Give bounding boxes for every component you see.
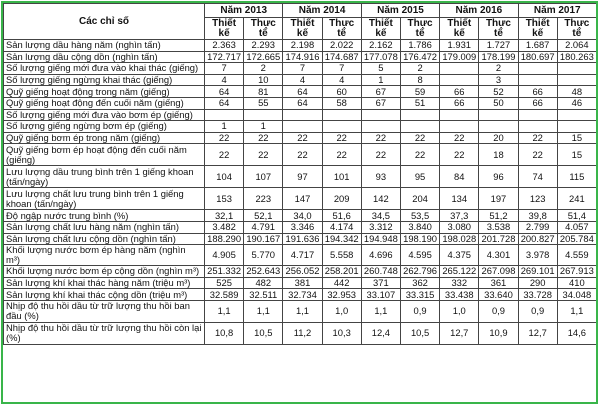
design-value-cell: 22	[361, 144, 400, 166]
design-value-cell: 32,1	[205, 210, 244, 222]
design-value-cell: 1,1	[205, 300, 244, 322]
row-label: Sản lượng dầu hàng năm (nghìn tấn)	[4, 40, 205, 52]
actual-value-cell: 190.167	[244, 233, 283, 245]
table-row	[4, 121, 597, 133]
design-value-cell: 64	[283, 97, 322, 109]
design-value-cell	[440, 74, 479, 86]
row-label: Nhịp độ thu hồi dầu từ trữ lượng thu hồi còn lại (%)	[4, 322, 205, 344]
actual-value-cell: 50	[479, 97, 518, 109]
actual-value-cell: 4.559	[557, 245, 596, 266]
design-value-cell: 39,8	[518, 210, 557, 222]
design-value-cell	[361, 109, 400, 121]
design-value-cell: 12,4	[361, 322, 400, 344]
design-header: Thiết kế	[518, 18, 557, 40]
actual-value-cell: 81	[244, 86, 283, 98]
actual-value-cell: 5.558	[322, 245, 361, 266]
design-value-cell: 37,3	[440, 210, 479, 222]
actual-value-cell: 241	[557, 188, 596, 210]
design-value-cell: 33.107	[361, 289, 400, 301]
design-value-cell: 260.748	[361, 266, 400, 278]
design-value-cell: 200.827	[518, 233, 557, 245]
actual-value-cell: 34.048	[557, 289, 596, 301]
design-value-cell: 32.734	[283, 289, 322, 301]
actual-value-cell: 10,9	[479, 322, 518, 344]
design-value-cell: 269.101	[518, 266, 557, 278]
table-row	[4, 300, 597, 322]
actual-value-cell: 33.315	[400, 289, 439, 301]
table-row	[4, 221, 597, 233]
actual-value-cell: 22	[400, 132, 439, 144]
actual-value-cell: 262.796	[400, 266, 439, 278]
actual-value-cell: 2	[400, 63, 439, 75]
design-value-cell: 371	[361, 277, 400, 289]
actual-value-cell: 101	[322, 166, 361, 188]
row-label: Khối lượng nước bơm ép cộng dồn (nghìn m³)	[4, 266, 205, 278]
actual-value-cell: 410	[557, 277, 596, 289]
design-value-cell: 191.636	[283, 233, 322, 245]
row-label: Sản lượng chất lưu cộng dồn (nghìn tấn)	[4, 233, 205, 245]
actual-value-cell: 267.913	[557, 266, 596, 278]
row-label: Sản lượng dầu cộng dồn (nghìn tấn)	[4, 51, 205, 63]
row-label: Lưu lượng dầu trung bình trên 1 giếng khoan (tấn/ngày)	[4, 166, 205, 188]
actual-value-cell: 22	[400, 144, 439, 166]
actual-value-cell: 1	[244, 121, 283, 133]
actual-value-cell: 107	[244, 166, 283, 188]
design-value-cell: 3.482	[205, 221, 244, 233]
row-label: Số lượng giếng mới đưa vào khai thác (giếng)	[4, 63, 205, 75]
actual-header: Thực tế	[557, 18, 596, 40]
actual-value-cell: 10,5	[244, 322, 283, 344]
row-label: Số lượng giếng mới đưa vào bơm ép (giếng)	[4, 109, 205, 121]
design-value-cell: 147	[283, 188, 322, 210]
actual-value-cell	[557, 74, 596, 86]
design-value-cell: 174.916	[283, 51, 322, 63]
actual-value-cell: 198.190	[400, 233, 439, 245]
row-label: Quỹ giếng bơm ép hoạt động đến cuối năm (giếng)	[4, 144, 205, 166]
actual-value-cell: 258.201	[322, 266, 361, 278]
actual-value-cell: 20	[479, 132, 518, 144]
actual-value-cell	[557, 109, 596, 121]
actual-value-cell: 14,6	[557, 322, 596, 344]
year-header: Năm 2016	[440, 4, 518, 18]
design-value-cell: 179.009	[440, 51, 479, 63]
design-value-cell	[205, 109, 244, 121]
row-label: Sản lượng khí khai thác hàng năm (triệu m³)	[4, 277, 205, 289]
design-value-cell	[283, 109, 322, 121]
design-value-cell: 1,1	[283, 300, 322, 322]
actual-value-cell: 2.293	[244, 40, 283, 52]
table-row	[4, 233, 597, 245]
design-value-cell: 93	[361, 166, 400, 188]
actual-value-cell	[322, 121, 361, 133]
design-value-cell: 22	[440, 132, 479, 144]
actual-value-cell: 32.511	[244, 289, 283, 301]
design-value-cell: 1	[361, 74, 400, 86]
actual-value-cell: 10,3	[322, 322, 361, 344]
design-value-cell: 381	[283, 277, 322, 289]
table-row	[4, 245, 597, 266]
design-value-cell: 67	[361, 86, 400, 98]
actual-value-cell	[244, 109, 283, 121]
actual-value-cell: 3	[479, 74, 518, 86]
design-value-cell: 22	[205, 132, 244, 144]
row-label: Số lượng giếng ngừng khai thác (giếng)	[4, 74, 205, 86]
design-value-cell: 74	[518, 166, 557, 188]
design-value-cell: 142	[361, 188, 400, 210]
actual-value-cell: 10,5	[400, 322, 439, 344]
table-row	[4, 132, 597, 144]
actual-value-cell: 7	[322, 63, 361, 75]
design-value-cell: 7	[283, 63, 322, 75]
design-value-cell: 265.122	[440, 266, 479, 278]
design-header: Thiết kế	[440, 18, 479, 40]
actual-value-cell: 22	[244, 144, 283, 166]
actual-value-cell: 4.301	[479, 245, 518, 266]
design-value-cell: 2.198	[283, 40, 322, 52]
design-value-cell: 1,1	[361, 300, 400, 322]
design-header: Thiết kế	[283, 18, 322, 40]
design-value-cell	[518, 74, 557, 86]
row-label: Quỹ giếng bơm ép trong năm (giếng)	[4, 132, 205, 144]
actual-header: Thực tế	[322, 18, 361, 40]
year-header: Năm 2013	[205, 4, 283, 18]
design-value-cell: 4.905	[205, 245, 244, 266]
design-value-cell: 66	[440, 86, 479, 98]
actual-value-cell: 33.640	[479, 289, 518, 301]
design-value-cell: 22	[518, 132, 557, 144]
actual-value-cell: 52	[479, 86, 518, 98]
actual-value-cell: 197	[479, 188, 518, 210]
table-row	[4, 74, 597, 86]
row-label: Quỹ giếng hoạt động đến cuối năm (giếng)	[4, 97, 205, 109]
design-value-cell: 153	[205, 188, 244, 210]
table-row	[4, 63, 597, 75]
design-value-cell: 4.375	[440, 245, 479, 266]
actual-value-cell	[557, 121, 596, 133]
design-value-cell	[518, 63, 557, 75]
actual-value-cell: 18	[479, 144, 518, 166]
design-value-cell: 66	[440, 97, 479, 109]
actual-value-cell: 194.342	[322, 233, 361, 245]
actual-value-cell: 4.057	[557, 221, 596, 233]
oil-field-indicators-table	[3, 3, 597, 345]
actual-value-cell: 362	[400, 277, 439, 289]
design-value-cell: 22	[518, 144, 557, 166]
design-value-cell: 12,7	[518, 322, 557, 344]
design-value-cell	[440, 63, 479, 75]
design-value-cell: 11,2	[283, 322, 322, 344]
design-value-cell: 4	[283, 74, 322, 86]
design-value-cell: 33.438	[440, 289, 479, 301]
row-label: Khối lượng nước bơm ép hàng năm (nghìn m³)	[4, 245, 205, 266]
design-value-cell: 33.728	[518, 289, 557, 301]
design-value-cell	[518, 121, 557, 133]
actual-value-cell	[557, 63, 596, 75]
actual-value-cell: 361	[479, 277, 518, 289]
actual-value-cell: 3.840	[400, 221, 439, 233]
actual-value-cell: 52,1	[244, 210, 283, 222]
table-row	[4, 277, 597, 289]
design-value-cell	[283, 121, 322, 133]
actual-value-cell: 178.199	[479, 51, 518, 63]
design-value-cell: 198.028	[440, 233, 479, 245]
actual-value-cell: 5.770	[244, 245, 283, 266]
design-value-cell: 123	[518, 188, 557, 210]
design-value-cell: 2.162	[361, 40, 400, 52]
actual-value-cell: 4.791	[244, 221, 283, 233]
design-value-cell: 32.589	[205, 289, 244, 301]
actual-value-cell: 4.595	[400, 245, 439, 266]
table-row	[4, 322, 597, 344]
design-value-cell: 3.346	[283, 221, 322, 233]
design-value-cell: 4.696	[361, 245, 400, 266]
design-value-cell: 22	[440, 144, 479, 166]
design-value-cell	[440, 121, 479, 133]
design-value-cell: 188.290	[205, 233, 244, 245]
actual-value-cell: 15	[557, 144, 596, 166]
design-value-cell	[440, 109, 479, 121]
table-row	[4, 144, 597, 166]
actual-value-cell: 204	[400, 188, 439, 210]
actual-value-cell	[479, 109, 518, 121]
row-label: Quỹ giếng hoạt động trong năm (giếng)	[4, 86, 205, 98]
row-label: Số lượng giếng ngừng bơm ép (giếng)	[4, 121, 205, 133]
table-row	[4, 188, 597, 210]
actual-value-cell	[400, 121, 439, 133]
table-row	[4, 289, 597, 301]
actual-value-cell: 22	[244, 132, 283, 144]
table-row	[4, 86, 597, 98]
design-value-cell: 97	[283, 166, 322, 188]
design-value-cell: 10,8	[205, 322, 244, 344]
design-value-cell: 1.931	[440, 40, 479, 52]
table-row	[4, 210, 597, 222]
actual-value-cell: 223	[244, 188, 283, 210]
design-value-cell: 290	[518, 277, 557, 289]
actual-value-cell: 51	[400, 97, 439, 109]
year-header: Năm 2015	[361, 4, 439, 18]
actual-value-cell: 60	[322, 86, 361, 98]
design-value-cell: 251.332	[205, 266, 244, 278]
table-row	[4, 51, 597, 63]
actual-value-cell: 8	[400, 74, 439, 86]
design-value-cell: 134	[440, 188, 479, 210]
actual-value-cell: 1,1	[557, 300, 596, 322]
actual-value-cell: 1.786	[400, 40, 439, 52]
actual-value-cell	[400, 109, 439, 121]
year-header: Năm 2014	[283, 4, 361, 18]
actual-value-cell: 51,6	[322, 210, 361, 222]
actual-value-cell: 2.022	[322, 40, 361, 52]
actual-value-cell: 22	[322, 144, 361, 166]
design-value-cell: 22	[205, 144, 244, 166]
actual-value-cell: 59	[400, 86, 439, 98]
actual-value-cell: 209	[322, 188, 361, 210]
actual-value-cell: 267.098	[479, 266, 518, 278]
actual-value-cell: 4	[322, 74, 361, 86]
actual-value-cell: 1,1	[244, 300, 283, 322]
table-row	[4, 97, 597, 109]
actual-value-cell: 252.643	[244, 266, 283, 278]
design-value-cell: 22	[361, 132, 400, 144]
design-value-cell: 64	[205, 86, 244, 98]
actual-value-cell: 51,4	[557, 210, 596, 222]
design-value-cell: 3.080	[440, 221, 479, 233]
row-label: Sản lượng chất lưu hàng năm (nghìn tấn)	[4, 221, 205, 233]
actual-value-cell: 2.064	[557, 40, 596, 52]
actual-value-cell: 96	[479, 166, 518, 188]
design-value-cell	[361, 121, 400, 133]
design-value-cell: 7	[205, 63, 244, 75]
actual-value-cell: 1,0	[322, 300, 361, 322]
actual-value-cell: 482	[244, 277, 283, 289]
design-value-cell: 1.687	[518, 40, 557, 52]
actual-value-cell: 174.687	[322, 51, 361, 63]
design-header: Thiết kế	[361, 18, 400, 40]
row-label: Nhịp độ thu hồi dầu từ trữ lượng thu hồi ban đầu (%)	[4, 300, 205, 322]
actual-value-cell: 32.953	[322, 289, 361, 301]
actual-value-cell: 4.174	[322, 221, 361, 233]
design-value-cell: 0,9	[518, 300, 557, 322]
actual-value-cell: 58	[322, 97, 361, 109]
design-value-cell: 64	[283, 86, 322, 98]
design-value-cell: 4	[205, 74, 244, 86]
header-row-years	[4, 4, 597, 18]
actual-value-cell: 3.538	[479, 221, 518, 233]
design-value-cell: 177.078	[361, 51, 400, 63]
actual-value-cell: 176.472	[400, 51, 439, 63]
actual-value-cell: 1.727	[479, 40, 518, 52]
design-value-cell: 34,5	[361, 210, 400, 222]
design-value-cell: 22	[283, 132, 322, 144]
design-value-cell: 67	[361, 97, 400, 109]
actual-value-cell: 2	[244, 63, 283, 75]
row-label: Sản lượng khí khai thác cộng dồn (triệu m³)	[4, 289, 205, 301]
actual-value-cell: 172.665	[244, 51, 283, 63]
actual-header: Thực tế	[244, 18, 283, 40]
actual-value-cell: 10	[244, 74, 283, 86]
actual-value-cell: 115	[557, 166, 596, 188]
design-value-cell: 34,0	[283, 210, 322, 222]
table-row	[4, 166, 597, 188]
indicator-header: Các chỉ số	[4, 4, 205, 40]
actual-value-cell: 180.263	[557, 51, 596, 63]
design-value-cell: 194.948	[361, 233, 400, 245]
year-header: Năm 2017	[518, 4, 596, 18]
design-value-cell: 12,7	[440, 322, 479, 344]
table-body	[4, 40, 597, 345]
actual-value-cell: 205.784	[557, 233, 596, 245]
actual-value-cell: 48	[557, 86, 596, 98]
actual-value-cell: 51,2	[479, 210, 518, 222]
design-value-cell: 180.697	[518, 51, 557, 63]
actual-header: Thực tế	[400, 18, 439, 40]
design-value-cell: 1	[205, 121, 244, 133]
actual-value-cell: 0,9	[479, 300, 518, 322]
actual-value-cell: 22	[322, 132, 361, 144]
design-value-cell: 2.799	[518, 221, 557, 233]
design-value-cell: 22	[283, 144, 322, 166]
row-label: Độ ngập nước trung bình (%)	[4, 210, 205, 222]
table-row	[4, 109, 597, 121]
table-row	[4, 266, 597, 278]
design-value-cell: 104	[205, 166, 244, 188]
actual-value-cell: 53,5	[400, 210, 439, 222]
actual-header: Thực tế	[479, 18, 518, 40]
row-label: Lưu lượng chất lưu trung bình trên 1 giếng khoan (tấn/ngày)	[4, 188, 205, 210]
design-value-cell: 64	[205, 97, 244, 109]
design-header: Thiết kế	[205, 18, 244, 40]
actual-value-cell: 95	[400, 166, 439, 188]
actual-value-cell	[479, 121, 518, 133]
design-value-cell: 4.717	[283, 245, 322, 266]
actual-value-cell: 201.728	[479, 233, 518, 245]
design-value-cell: 525	[205, 277, 244, 289]
design-value-cell: 172.717	[205, 51, 244, 63]
design-value-cell: 3.312	[361, 221, 400, 233]
actual-value-cell: 0,9	[400, 300, 439, 322]
actual-value-cell: 55	[244, 97, 283, 109]
actual-value-cell: 2	[479, 63, 518, 75]
actual-value-cell: 46	[557, 97, 596, 109]
design-value-cell: 3.978	[518, 245, 557, 266]
actual-value-cell	[322, 109, 361, 121]
design-value-cell: 66	[518, 97, 557, 109]
design-value-cell: 1,0	[440, 300, 479, 322]
design-value-cell: 66	[518, 86, 557, 98]
design-value-cell: 84	[440, 166, 479, 188]
table-row	[4, 40, 597, 52]
design-value-cell	[518, 109, 557, 121]
design-value-cell: 256.052	[283, 266, 322, 278]
design-value-cell: 332	[440, 277, 479, 289]
design-value-cell: 5	[361, 63, 400, 75]
table-frame	[1, 1, 598, 404]
design-value-cell: 2.363	[205, 40, 244, 52]
actual-value-cell: 15	[557, 132, 596, 144]
actual-value-cell: 442	[322, 277, 361, 289]
